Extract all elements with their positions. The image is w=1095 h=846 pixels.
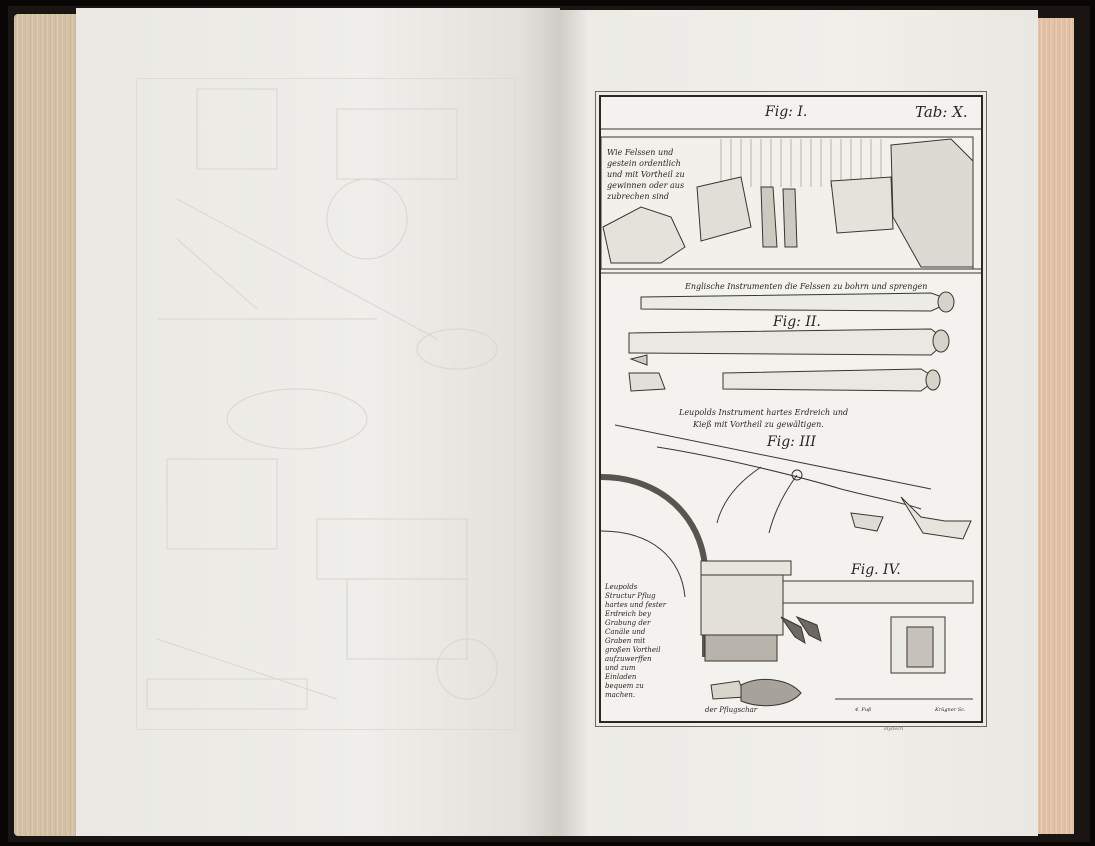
fig3-caption-line2: Kieß mit Vortheil zu gewältigen. [693, 420, 824, 429]
fig2-caption: Englische Instrumenten die Felssen zu bohrn und sprengen [685, 282, 928, 291]
fig3-caption-line1: Leupolds Instrument hartes Erdreich und [679, 408, 849, 417]
scale-label: 4. Fuß [855, 707, 872, 713]
engraved-plate [599, 95, 983, 723]
fig2-label: Fig: II. [773, 314, 821, 330]
show-through-engraving [136, 78, 516, 730]
bottom-left-label: der Pflugschar [705, 706, 758, 714]
engraver-label: Krügner Sc. [935, 707, 966, 713]
fig4-note: Leupolds Structur Pflug hartes und fester Erdreich bey Grabung der Canäle und Graben mit großen Vortheil aufzuwerffen und zum Einladen bequem zu machen. [605, 583, 667, 699]
right-page-edges [1038, 18, 1074, 834]
fig4-label: Fig. IV. [851, 562, 901, 578]
fig1-note: Wie Felssen und gestein ordentlich und mit Vortheil zu gewinnen oder aus zubrechen sind [607, 148, 685, 201]
fig3-label: Fig: III [767, 434, 816, 450]
tab-label: Tab: X. [915, 103, 968, 121]
left-page-edges [14, 14, 76, 836]
fig1-label: Fig: I. [765, 104, 808, 120]
signature: Hydech [884, 726, 904, 732]
